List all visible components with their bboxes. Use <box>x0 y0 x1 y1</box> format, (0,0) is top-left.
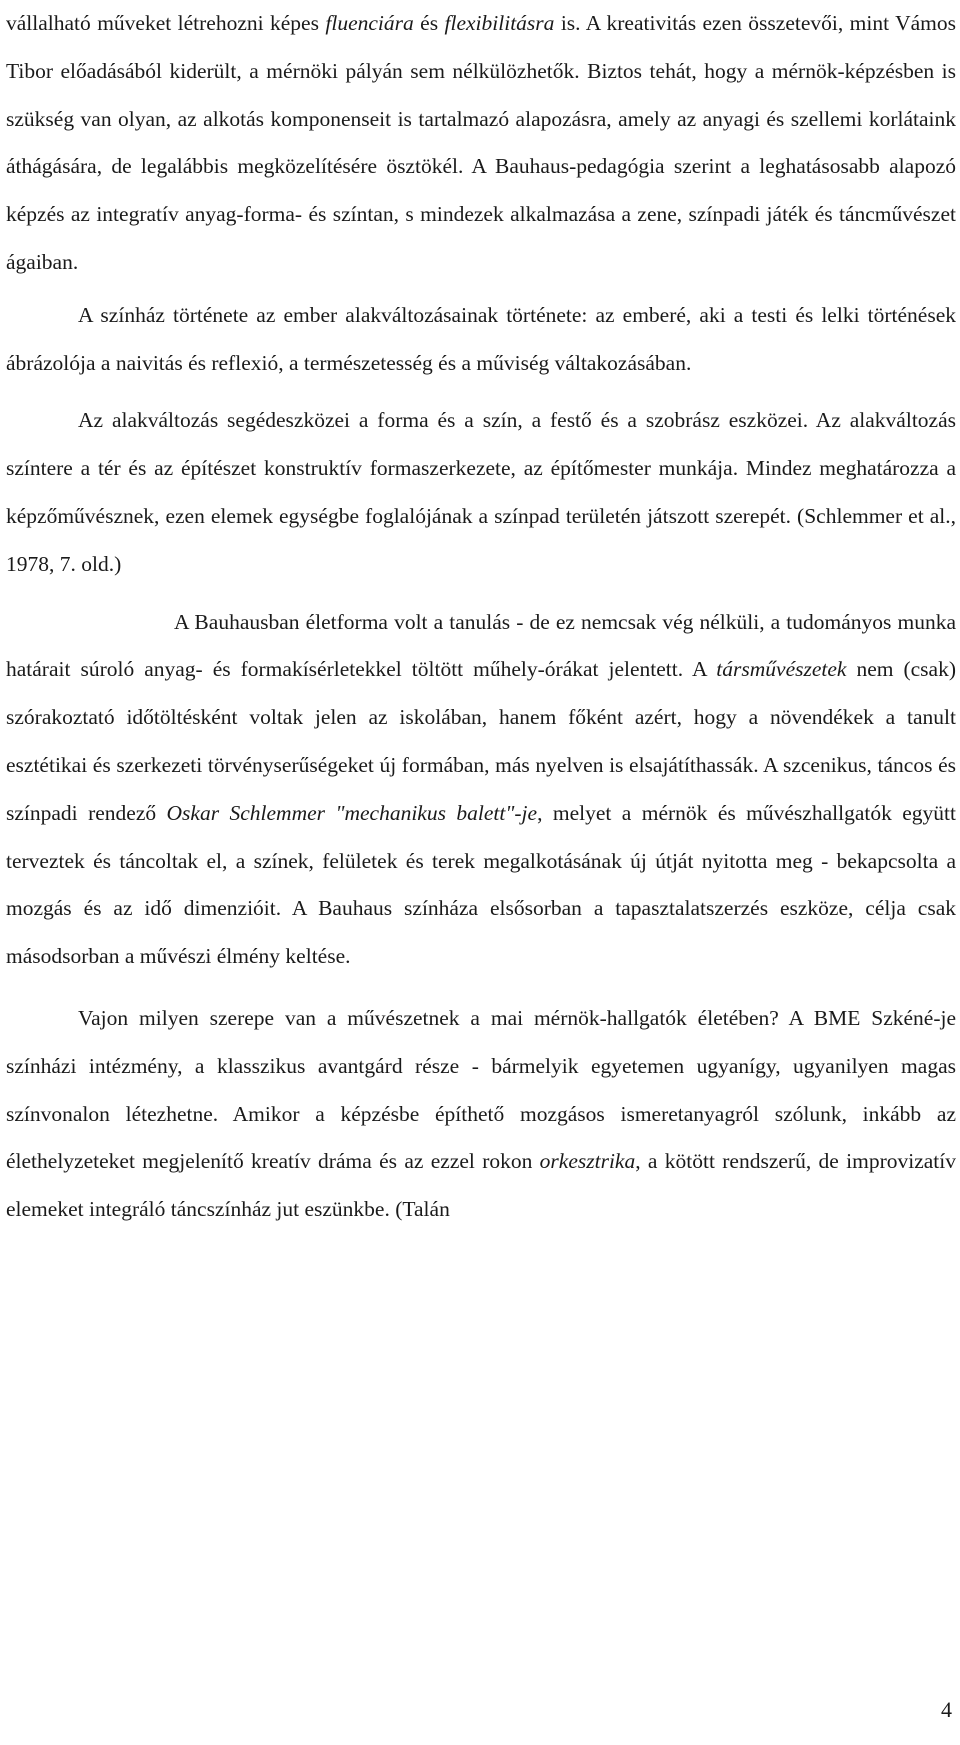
document-page <box>6 0 956 1234</box>
paragraph-bauhaus-italic-tarsmuveszetek: társművészetek <box>716 657 847 682</box>
quote-paragraph-2-text: Az alakváltozás segédeszközei a forma és a szín, a festő és a szobrász eszközei. Az alakváltozás színtere a tér és az építészet konstruktív formaszerkezete, az építőmester munkája. Mindez meghatározza a képzőművésznek, ezen elemek egységbe foglalójának a színpad területén játszott szerepét. (Schlemmer et al., 1978, 7. old.) <box>6 408 956 576</box>
paragraph-1-text-2: és <box>413 11 445 35</box>
paragraph-1-text-1: vállalható műveket létrehozni képes <box>6 11 326 35</box>
paragraph-bauhaus-text-1: A Bauhausban életforma volt a tanulás - de ez nemcsak vég nélküli, a tudományos munka határait súroló anyag- és formakísérletekkel töltött műhely-órákat jelentett. A <box>6 609 956 682</box>
paragraph-vajon-italic-orkesztrika: orkesztrika <box>539 1149 636 1174</box>
paragraph-bauhaus-text-2: nem (csak) szórakoztató időtöltésként voltak jelen az iskolában, hanem főként azért, hogy a növendékek a tanult esztétikai és szerkezeti törvényserűségeket új formában, más nyelven is elsajátíthassák. A szcenikus, táncos és színpadi rendező <box>6 657 956 825</box>
paragraph-vajon-text-2: , a kötött rendszerű, de improvizatív elemeket integráló táncszínház jut eszünkbe. (Talán <box>6 1149 956 1222</box>
paragraph-1 <box>6 0 956 287</box>
quote-paragraph-1 <box>6 292 956 388</box>
page-number: 4 <box>941 1697 952 1722</box>
paragraph-1-italic-fluencia: fluenciára <box>325 11 414 35</box>
paragraph-bauhaus-italic-schlemmer: Oskar Schlemmer "mechanikus balett"-je <box>166 800 538 825</box>
quote-paragraph-2 <box>6 397 956 588</box>
paragraph-vajon-text-1: Vajon milyen szerepe van a művészetnek a mai mérnök-hallgatók életében? A BME Szkéné-je színházi intézmény, a klasszikus avantgárd része - bármelyik egyetemen ugyanígy, ugyanilyen magas színvonalon létezhetne. Amikor a képzésbe építhető mozgásos ismeretanyagról szólunk, inkább az élethelyzeteket megjelenítő kreatív dráma és az ezzel rokon <box>6 1005 956 1174</box>
paragraph-1-italic-flexibilitas: flexibilitásra <box>444 11 555 35</box>
paragraph-bauhaus <box>6 599 956 981</box>
paragraph-1-text-3: is. A kreativitás ezen összetevői, mint Vámos Tibor előadásából kiderült, a mérnöki pályán sem nélkülözhetők. Biztos tehát, hogy a mérnök-képzésben is szükség van olyan, az alkotás komponenseit is tartalmazó alapozásra, amely az anyagi és szellemi korlátaink áthágására, de legalábbis megközelítésére ösztökél. A Bauhaus-pedagógia szerint a leghatásosabb alapozó képzés az integratív anyag-forma- és színtan, s mindezek alkalmazása a zene, színpadi játék és táncművészet ágaiban. <box>6 11 956 274</box>
paragraph-vajon <box>6 995 956 1234</box>
paragraph-bauhaus-text-3: , melyet a mérnök és művészhallgatók együtt terveztek és táncoltak el, a színek, felületek és terek megalkotásának új útját nyitotta meg - bekapcsolta a mozgás és az idő dimenzióit. A Bauhaus színháza elsősorban a tapasztalatszerzés eszköze, célja csak másodsorban a művészi élmény keltése. <box>6 800 957 969</box>
quote-paragraph-1-text: A színház története az ember alakváltozásainak története: az emberé, aki a testi és lelki történések ábrázolója a naivitás és reflexió, a természetesség és a műviség váltakozásában. <box>6 302 956 375</box>
